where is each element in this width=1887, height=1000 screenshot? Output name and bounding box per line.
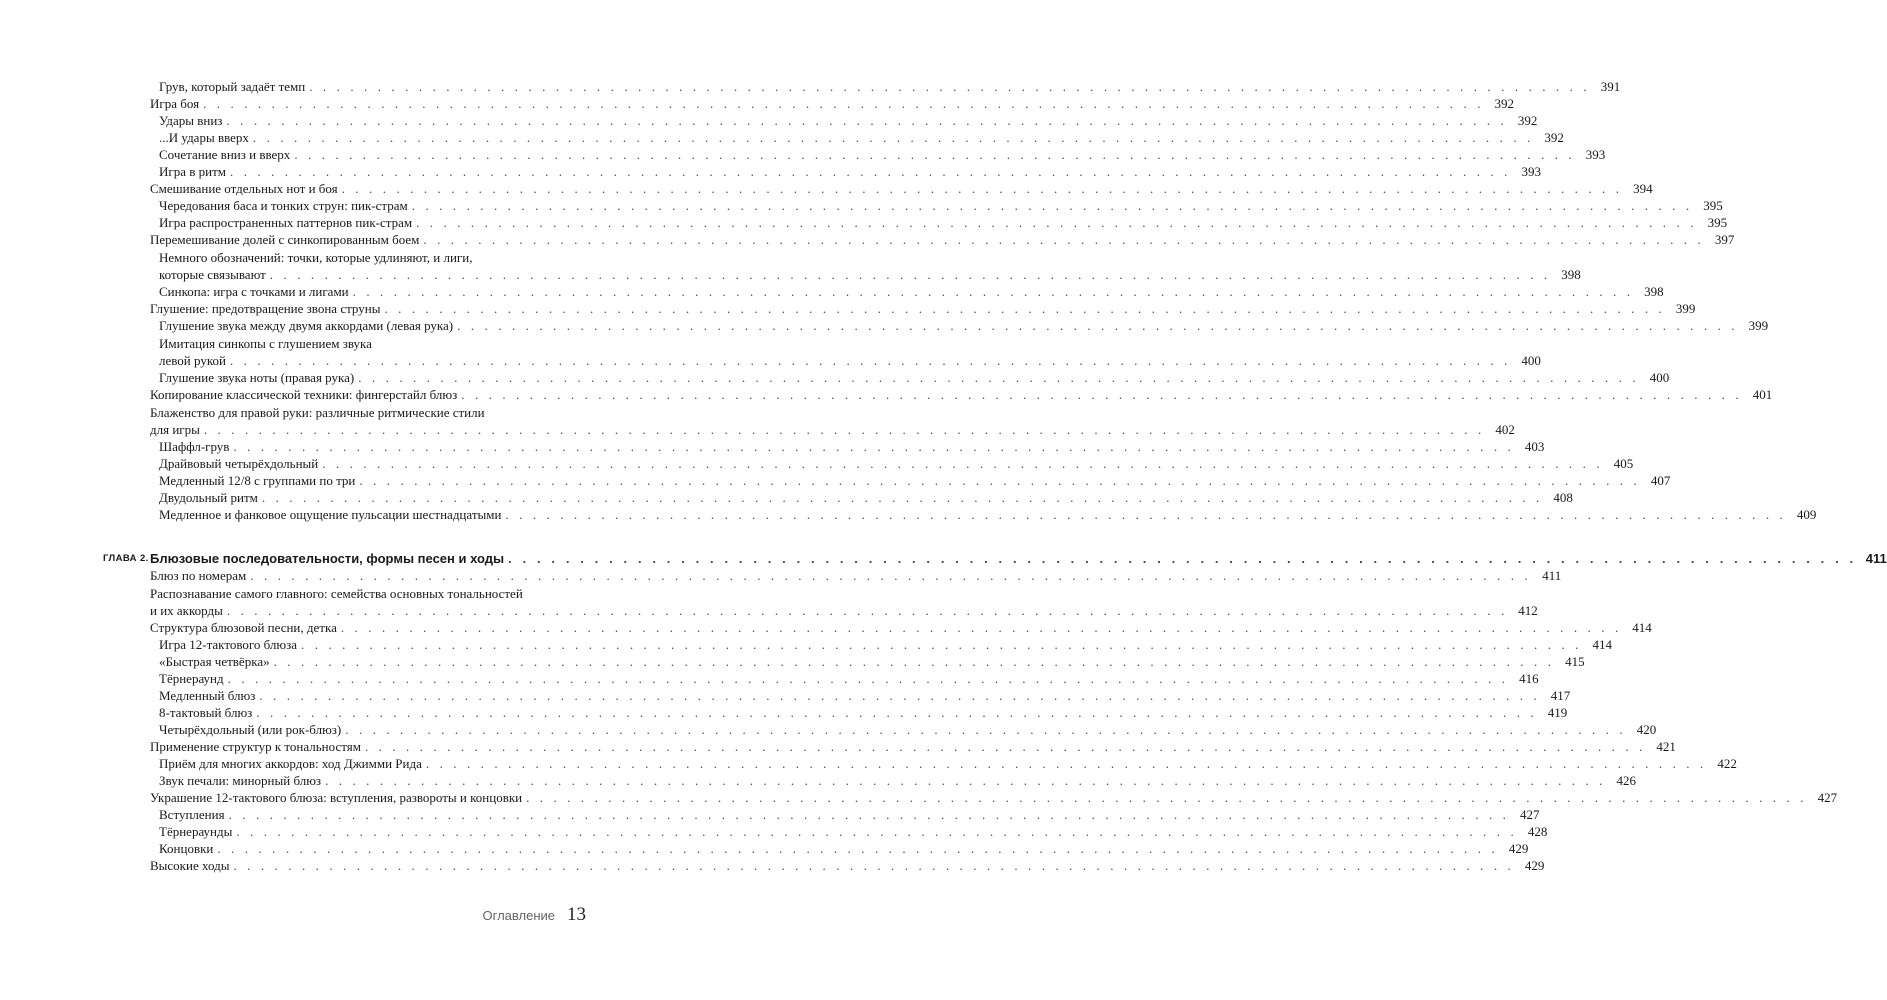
toc-entry-title: Звук печали: минорный блюз — [159, 773, 322, 788]
toc-subsection-entry — [159, 506, 1817, 523]
toc-page-number: 411 — [1865, 551, 1887, 566]
toc-page-number: 412 — [1518, 603, 1538, 618]
dot-leader: . . . . . . . . . . . . . . . . . . . . . . . . . . . . . . . . . . . . . . . . . . . . . . . . . . . . . . . . . . . . . . . . . . . . . . . . . . . . . . . . . . . . . . . . . . . . . . — [505, 507, 1787, 522]
toc-entry-title: Медленное и фанковое ощущение пульсации шестнадцатыми — [159, 507, 502, 522]
dot-leader: . . . . . . . . . . . . . . . . . . . . . . . . . . . . . . . . . . . . . . . . . . . . . . . . . . . . . . . . . . . . . . . . . . . . . . . . . . . . . . . . . . . . . . . . . . . . . . — [345, 722, 1627, 737]
toc-page-number: 394 — [1633, 181, 1653, 196]
toc-chapter-entry — [150, 550, 1887, 567]
toc-subsection-entry — [159, 317, 1769, 334]
toc-entry-line — [159, 823, 1548, 840]
dot-leader: . . . . . . . . . . . . . . . . . . . . . . . . . . . . . . . . . . . . . . . . . . . . . . . . . . . . . . . . . . . . . . . . . . . . . . . . . . . . . . . . . . . . . . . . . . . . . . — [269, 267, 1551, 282]
toc-page-number: 400 — [1649, 370, 1670, 385]
dot-leader: . . . . . . . . . . . . . . . . . . . . . . . . . . . . . . . . . . . . . . . . . . . . . . . . . . . . . . . . . . . . . . . . . . . . . . . . . . . . . . . . . . . . . . . . . . . . . . — [341, 181, 1623, 196]
toc-subsection-entry — [159, 129, 1564, 146]
toc-entry-title: Копирование классической техники: фингерстайл блюз — [150, 387, 458, 402]
toc-entry-line — [150, 585, 584, 602]
toc-page-number: 420 — [1636, 722, 1657, 737]
toc-entry-title: «Быстрая четвёрка» — [159, 654, 270, 669]
toc-page-number: 400 — [1521, 353, 1541, 368]
toc-subsection-entry — [159, 489, 1573, 506]
toc-page-number: 401 — [1752, 387, 1773, 402]
toc-entry-title: Высокие ходы — [150, 858, 230, 873]
dot-leader: . . . . . . . . . . . . . . . . . . . . . . . . . . . . . . . . . . . . . . . . . . . . . . . . . . . . . . . . . . . . . . . . . . . . . . . . . . . . . . . . . . . . . . . . . . . . . . — [384, 301, 1666, 316]
dot-leader: . . . . . . . . . . . . . . . . . . . . . . . . . . . . . . . . . . . . . . . . . . . . . . . . . . . . . . . . . . . . . . . . . . . . . . . . . . . . . . . . . . . . . . . . . . . . . . — [425, 756, 1707, 771]
toc-entry-line — [159, 704, 1568, 721]
toc-page-number: 411 — [1542, 568, 1562, 583]
toc-page-number: 399 — [1675, 301, 1696, 316]
toc-section-entry — [150, 95, 1515, 112]
dot-leader: . . . . . . . . . . . . . . . . . . . . . . . . . . . . . . . . . . . . . . . . . . . . . . . . . . . . . . . . . . . . . . . . . . . . . . . . . . . . . . . . . . . . . . . . . . . . . . — [301, 637, 1582, 652]
toc-section-entry — [150, 180, 1653, 197]
toc-page-number: 421 — [1656, 739, 1676, 754]
toc-page-number: 391 — [1600, 79, 1621, 94]
toc-page-number: 416 — [1519, 671, 1539, 686]
toc-entry-title: Распознавание самого главного: семейства основных тональностей — [150, 586, 523, 601]
toc-entry-line — [150, 180, 1653, 197]
dot-leader: . . . . . . . . . . . . . . . . . . . . . . . . . . . . . . . . . . . . . . . . . . . . . . . . . . . . . . . . . . . . . . . . . . . . . . . . . . . . . . . . . . . . . . . . . . . . . . — [261, 490, 1543, 505]
toc-subsection-entry — [159, 840, 1529, 857]
toc-entry-line — [159, 283, 1664, 300]
dot-leader: . . . . . . . . . . . . . . . . . . . . . . . . . . . . . . . . . . . . . . . . . . . . . . . . . . . . . . . . . . . . . . . . . . . . . . . . . . . . . . . . . . . . . . . . . . . . . . — [256, 705, 1538, 720]
toc-subsection-entry — [159, 670, 1539, 687]
toc-entry-title: Игра 12-тактового блюза — [159, 637, 298, 652]
toc-entry-title: и их аккорды — [150, 603, 223, 618]
toc-page-number: 426 — [1616, 773, 1637, 788]
toc-page-number: 395 — [1707, 215, 1728, 230]
dot-leader: . . . . . . . . . . . . . . . . . . . . . . . . . . . . . . . . . . . . . . . . . . . . . . . . . . . . . . . . . . . . . . . . . . . . . . . . . . . . . . . . . . . . . . . . . . . . . . — [259, 688, 1541, 703]
toc-page-number: 422 — [1717, 756, 1737, 771]
dot-leader: . . . . . . . . . . . . . . . . . . . . . . . . . . . . . . . . . . . . . . . . . . . . . . . . . . . . . . . . . . . . . . . . . . . . . . . . . . . . . . . . . . . . . . . . . . . . . . — [309, 79, 1591, 94]
toc-section-entry — [150, 404, 1515, 438]
dot-leader: . . . . . . . . . . . . . . . . . . . . . . . . . . . . . . . . . . . . . . . . . . . . . . . . . . . . . . . . . . . . . . . . . . . . . . . . . . . . . . . . . . . . . . . . . . . . . . — [457, 318, 1739, 333]
toc-page-number: 398 — [1561, 267, 1581, 282]
toc-subsection-entry — [159, 636, 1612, 653]
toc-subsection-entry — [159, 78, 1621, 95]
toc-section-entry — [150, 738, 1676, 755]
toc-page-number: 392 — [1517, 113, 1538, 128]
toc-entry-line — [159, 636, 1612, 653]
toc-entry-title: Шаффл-грув — [159, 439, 230, 454]
toc-entry-title: 8-тактовый блюз — [159, 705, 253, 720]
dot-leader: . . . . . . . . . . . . . . . . . . . . . . . . . . . . . . . . . . . . . . . . . . . . . . . . . . . . . . . . . . . . . . . . . . . . . . . . . . . . . . . . . . . . . . . . . . . . . . — [252, 130, 1534, 145]
toc-subsection-entry — [159, 653, 1585, 670]
toc-page-number: 427 — [1817, 790, 1838, 805]
toc-entry-title: Приём для многих аккордов: ход Джимми Рида — [159, 756, 422, 771]
toc-subsection-entry — [159, 704, 1568, 721]
toc-subsection-entry — [159, 249, 1581, 283]
toc-subsection-entry — [159, 806, 1540, 823]
toc-page-number: 409 — [1796, 507, 1817, 522]
toc-entry-title: Немного обозначений: точки, которые удлиняют, и лиги, — [159, 250, 473, 265]
toc-entry-line — [159, 163, 1541, 180]
toc-subsection-entry — [159, 283, 1664, 300]
toc-entry-line — [150, 738, 1676, 755]
toc-page-number: 393 — [1521, 164, 1541, 179]
dot-leader: . . . . . . . . . . . . . . . . . . . . . . . . . . . . . . . . . . . . . . . . . . . . . . . . . . . . . . . . . . . . . . . . . . . . . . . . . . . . . . . . . . . . . . . . . . . . . . — [217, 841, 1499, 856]
dot-leader: . . . . . . . . . . . . . . . . . . . . . . . . . . . . . . . . . . . . . . . . . . . . . . . . . . . . . . . . . . . . . . . . . . . . . . . . . . . . . . . . . . . . . . . . . . . . . . — [526, 790, 1808, 805]
toc-entry-line — [159, 489, 1573, 506]
toc-entry-line — [159, 840, 1529, 857]
toc-entry-title: Медленный 12/8 с группами по три — [159, 473, 356, 488]
toc-page-number: 429 — [1524, 858, 1545, 873]
toc-entry-line — [159, 214, 1728, 231]
dot-leader: . . . . . . . . . . . . . . . . . . . . . . . . . . . . . . . . . . . . . . . . . . . . . . . . . . . . . . . . . . . . . . . . . . . . . . . . . . . . . . . . . . . . . . . . . . . . . . — [340, 620, 1622, 635]
toc-entry-line — [150, 231, 1735, 248]
toc-entry-title: Игра распространенных паттернов пик-страм — [159, 215, 413, 230]
dot-leader: . . . . . . . . . . . . . . . . . . . . . . . . . . . . . . . . . . . . . . . . . . . . . . . . . . . . . . . . . . . . . . . . . . . . . . . . . . . . . . . . . . . . . . . . . . . . . . — [236, 824, 1518, 839]
toc-subsection-entry — [159, 214, 1728, 231]
toc-subsection-entry — [159, 438, 1545, 455]
toc-entry-title: Блюзовые последовательности, формы песен и ходы — [150, 551, 505, 566]
toc-entry-title: Игра в ритм — [159, 164, 226, 179]
toc-entry-title: Игра боя — [150, 96, 200, 111]
toc-entry-line — [159, 653, 1585, 670]
toc-subsection-entry — [159, 146, 1606, 163]
toc-entry-line — [159, 772, 1637, 789]
toc-entry-line — [150, 550, 1887, 567]
toc-entry-title: Перемешивание долей с синкопированным боем — [150, 232, 420, 247]
dot-leader: . . . . . . . . . . . . . . . . . . . . . . . . . . . . . . . . . . . . . . . . . . . . . . . . . . . . . . . . . . . . . . . . . . . . . . . . . . . . . . . . . . . . . . . . . . . . . . — [229, 353, 1511, 368]
toc-entry-title: Структура блюзовой песни, детка — [150, 620, 337, 635]
toc-subsection-entry — [159, 772, 1637, 789]
toc-entry-line — [159, 472, 1671, 489]
toc-entry-title: ...И удары вверх — [159, 130, 249, 145]
toc-entry-title: Медленный блюз — [159, 688, 256, 703]
dot-leader: . . . . . . . . . . . . . . . . . . . . . . . . . . . . . . . . . . . . . . . . . . . . . . . . . . . . . . . . . . . . . . . . . . . . . . . . . . . . . . . . . . . . . . . . . . . . . . — [423, 232, 1705, 247]
toc-subsection-entry — [159, 687, 1571, 704]
toc-page-number: 414 — [1592, 637, 1612, 652]
toc-section-entry — [150, 789, 1838, 806]
dot-leader: . . . . . . . . . . . . . . . . . . . . . . . . . . . . . . . . . . . . . . . . . . . . . . . . . . . . . . . . . . . . . . . . . . . . . . . . . . . . . . . . . . . . . . . . . . . . . . — [250, 568, 1532, 583]
toc-page-number: 393 — [1585, 147, 1606, 162]
toc-page-number: 399 — [1748, 318, 1769, 333]
toc-section-entry — [150, 585, 1538, 619]
dot-leader: . . . . . . . . . . . . . . . . . . . . . . . . . . . . . . . . . . . . . . . . . . . . . . . . . . . . . . . . . . . . . . . . . . . . . . . . . . . . . . . . . . . . . . . . . . . . . . — [322, 456, 1604, 471]
dot-leader: . . . . . . . . . . . . . . . . . . . . . . . . . . . . . . . . . . . . . . . . . . . . . . . . . . . . . . . . . . . . . . . . . . . . . . . . . . . . . . . . . . . . . . . . . . . . . . — [508, 551, 1857, 566]
dot-leader: . . . . . . . . . . . . . . . . . . . . . . . . . . . . . . . . . . . . . . . . . . . . . . . . . . . . . . . . . . . . . . . . . . . . . . . . . . . . . . . . . . . . . . . . . . . . . . — [233, 439, 1515, 454]
toc-entry-title: Тёрнераунды — [159, 824, 233, 839]
toc-entry-line — [159, 266, 1581, 283]
toc-subsection-entry — [159, 197, 1723, 214]
toc-page-number: 415 — [1565, 654, 1585, 669]
toc-page-number: 407 — [1650, 473, 1671, 488]
toc-entry-title: Глушение: предотвращение звона струны — [150, 301, 381, 316]
toc-entry-title: Сочетание вниз и вверх — [159, 147, 291, 162]
toc-page-number: 402 — [1495, 422, 1515, 437]
toc-entry-line — [159, 369, 1670, 386]
dot-leader: . . . . . . . . . . . . . . . . . . . . . . . . . . . . . . . . . . . . . . . . . . . . . . . . . . . . . . . . . . . . . . . . . . . . . . . . . . . . . . . . . . . . . . . . . . . . . . — [226, 603, 1508, 618]
toc-entry-line — [159, 335, 584, 352]
toc-entry-line — [150, 857, 1545, 874]
dot-leader: . . . . . . . . . . . . . . . . . . . . . . . . . . . . . . . . . . . . . . . . . . . . . . . . . . . . . . . . . . . . . . . . . . . . . . . . . . . . . . . . . . . . . . . . . . . . . . — [294, 147, 1576, 162]
toc-page-number: 405 — [1613, 456, 1634, 471]
dot-leader: . . . . . . . . . . . . . . . . . . . . . . . . . . . . . . . . . . . . . . . . . . . . . . . . . . . . . . . . . . . . . . . . . . . . . . . . . . . . . . . . . . . . . . . . . . . . . . — [228, 807, 1510, 822]
toc-entry-line — [159, 112, 1538, 129]
dot-leader: . . . . . . . . . . . . . . . . . . . . . . . . . . . . . . . . . . . . . . . . . . . . . . . . . . . . . . . . . . . . . . . . . . . . . . . . . . . . . . . . . . . . . . . . . . . . . . — [416, 215, 1698, 230]
toc-entry-title: которые связывают — [159, 267, 266, 282]
toc-section-entry — [150, 231, 1735, 248]
dot-leader: . . . . . . . . . . . . . . . . . . . . . . . . . . . . . . . . . . . . . . . . . . . . . . . . . . . . . . . . . . . . . . . . . . . . . . . . . . . . . . . . . . . . . . . . . . . . . . — [203, 96, 1485, 111]
dot-leader: . . . . . . . . . . . . . . . . . . . . . . . . . . . . . . . . . . . . . . . . . . . . . . . . . . . . . . . . . . . . . . . . . . . . . . . . . . . . . . . . . . . . . . . . . . . . . . — [230, 164, 1511, 179]
toc-section-entry — [150, 857, 1545, 874]
toc-subsection-entry — [159, 721, 1657, 738]
toc-section-entry — [150, 619, 1652, 636]
toc-page-number: 397 — [1714, 232, 1735, 247]
toc-entry-title: Применение структур к тональностям — [150, 739, 361, 754]
toc-page-number: 392 — [1544, 130, 1564, 145]
toc-page-number: 414 — [1632, 620, 1652, 635]
toc-section-entry — [150, 300, 1696, 317]
toc-page-number: 427 — [1520, 807, 1540, 822]
toc-page-number: 398 — [1644, 284, 1664, 299]
toc-entry-title: левой рукой — [159, 353, 226, 368]
toc-entry-line — [150, 95, 1515, 112]
dot-leader: . . . . . . . . . . . . . . . . . . . . . . . . . . . . . . . . . . . . . . . . . . . . . . . . . . . . . . . . . . . . . . . . . . . . . . . . . . . . . . . . . . . . . . . . . . . . . . — [226, 113, 1508, 128]
toc-entry-title: Чередования баса и тонких струн: пик-страм — [159, 198, 408, 213]
toc-entry-line — [150, 789, 1838, 806]
toc-entry-title: Глушение звука между двумя аккордами (левая рука) — [159, 318, 454, 333]
toc-entry-line — [159, 249, 584, 266]
folio-page-number: 13 — [567, 904, 586, 925]
toc-entry-title: Грув, который задаёт темп — [159, 79, 306, 94]
toc-entry-title: Блаженство для правой руки: различные ритмические стили — [150, 405, 485, 420]
toc-subsection-entry — [159, 455, 1634, 472]
toc-entry-title: Смешивание отдельных нот и боя — [150, 181, 338, 196]
toc-entry-line — [159, 352, 1541, 369]
toc-entry-line — [159, 455, 1634, 472]
toc-page-number: 417 — [1550, 688, 1571, 703]
toc-entry-title: Блюз по номерам — [150, 568, 247, 583]
dot-leader: . . . . . . . . . . . . . . . . . . . . . . . . . . . . . . . . . . . . . . . . . . . . . . . . . . . . . . . . . . . . . . . . . . . . . . . . . . . . . . . . . . . . . . . . . . . . . . — [364, 739, 1646, 754]
dot-leader: . . . . . . . . . . . . . . . . . . . . . . . . . . . . . . . . . . . . . . . . . . . . . . . . . . . . . . . . . . . . . . . . . . . . . . . . . . . . . . . . . . . . . . . . . . . . . . — [352, 284, 1634, 299]
toc-entry-title: Удары вниз — [159, 113, 223, 128]
dot-leader: . . . . . . . . . . . . . . . . . . . . . . . . . . . . . . . . . . . . . . . . . . . . . . . . . . . . . . . . . . . . . . . . . . . . . . . . . . . . . . . . . . . . . . . . . . . . . . — [233, 858, 1515, 873]
toc-entry-title: Концовки — [159, 841, 214, 856]
dot-leader: . . . . . . . . . . . . . . . . . . . . . . . . . . . . . . . . . . . . . . . . . . . . . . . . . . . . . . . . . . . . . . . . . . . . . . . . . . . . . . . . . . . . . . . . . . . . . . — [411, 198, 1693, 213]
toc-entry-title: Глушение звука ноты (правая рука) — [159, 370, 355, 385]
toc-entry-line — [159, 721, 1657, 738]
toc-entry-line — [150, 619, 1652, 636]
dot-leader: . . . . . . . . . . . . . . . . . . . . . . . . . . . . . . . . . . . . . . . . . . . . . . . . . . . . . . . . . . . . . . . . . . . . . . . . . . . . . . . . . . . . . . . . . . . . . . — [358, 370, 1640, 385]
toc-entry-line — [150, 386, 1773, 403]
toc-page-number: 403 — [1524, 439, 1545, 454]
toc-entry-title: Украшение 12-тактового блюза: вступления, развороты и концовки — [150, 790, 523, 805]
toc-entry-title: Имитация синкопы с глушением звука — [159, 336, 372, 351]
toc-page-number: 392 — [1494, 96, 1515, 111]
dot-leader: . . . . . . . . . . . . . . . . . . . . . . . . . . . . . . . . . . . . . . . . . . . . . . . . . . . . . . . . . . . . . . . . . . . . . . . . . . . . . . . . . . . . . . . . . . . . . . — [227, 671, 1509, 686]
toc-entry-title: Четырёхдольный (или рок-блюз) — [159, 722, 342, 737]
toc-page-number: 419 — [1547, 705, 1568, 720]
running-footer-title: Оглавление — [482, 908, 555, 923]
toc-entry-line — [150, 567, 1562, 584]
toc-section-entry — [150, 567, 1562, 584]
toc-entry-line — [159, 197, 1723, 214]
toc-page-number: 428 — [1527, 824, 1548, 839]
toc-page-number: 408 — [1553, 490, 1573, 505]
toc-entry-title: Синкопа: игра с точками и лигами — [159, 284, 349, 299]
toc-entry-line — [159, 78, 1621, 95]
toc-entry-line — [150, 421, 1515, 438]
toc-entry-title: Тёрнераунд — [159, 671, 224, 686]
toc-subsection-entry — [159, 335, 1541, 369]
toc-entry-line — [159, 687, 1571, 704]
toc-entry-line — [159, 146, 1606, 163]
dot-leader: . . . . . . . . . . . . . . . . . . . . . . . . . . . . . . . . . . . . . . . . . . . . . . . . . . . . . . . . . . . . . . . . . . . . . . . . . . . . . . . . . . . . . . . . . . . . . . — [359, 473, 1641, 488]
toc-subsection-entry — [159, 755, 1737, 772]
dot-leader: . . . . . . . . . . . . . . . . . . . . . . . . . . . . . . . . . . . . . . . . . . . . . . . . . . . . . . . . . . . . . . . . . . . . . . . . . . . . . . . . . . . . . . . . . . . . . . — [461, 387, 1743, 402]
toc-subsection-entry — [159, 823, 1548, 840]
toc-page-number: 395 — [1703, 198, 1723, 213]
toc-entry-line — [150, 300, 1696, 317]
toc-entry-line — [159, 317, 1769, 334]
toc-entry-line — [159, 129, 1564, 146]
toc-entry-line — [159, 506, 1817, 523]
dot-leader: . . . . . . . . . . . . . . . . . . . . . . . . . . . . . . . . . . . . . . . . . . . . . . . . . . . . . . . . . . . . . . . . . . . . . . . . . . . . . . . . . . . . . . . . . . . . . . — [325, 773, 1607, 788]
toc-page-number: 429 — [1508, 841, 1529, 856]
toc-entry-line — [159, 806, 1540, 823]
toc-entry-title: Драйвовый четырёхдольный — [159, 456, 319, 471]
toc-entry-line — [150, 602, 1538, 619]
toc-section-entry — [150, 386, 1773, 403]
toc-entry-line — [159, 670, 1539, 687]
toc-entry-title: Вступления — [159, 807, 225, 822]
dot-leader: . . . . . . . . . . . . . . . . . . . . . . . . . . . . . . . . . . . . . . . . . . . . . . . . . . . . . . . . . . . . . . . . . . . . . . . . . . . . . . . . . . . . . . . . . . . . . . — [203, 422, 1485, 437]
toc-subsection-entry — [159, 369, 1670, 386]
dot-leader: . . . . . . . . . . . . . . . . . . . . . . . . . . . . . . . . . . . . . . . . . . . . . . . . . . . . . . . . . . . . . . . . . . . . . . . . . . . . . . . . . . . . . . . . . . . . . . — [273, 654, 1555, 669]
toc-entry-line — [150, 404, 584, 421]
toc-subsection-entry — [159, 163, 1541, 180]
toc-entry-line — [159, 755, 1737, 772]
chapter-label: ГЛАВА 2. — [103, 553, 149, 564]
toc-entry-title: Двудольный ритм — [159, 490, 258, 505]
toc-subsection-entry — [159, 112, 1538, 129]
toc-entry-title: для игры — [150, 422, 200, 437]
toc-subsection-entry — [159, 472, 1671, 489]
toc-entry-line — [159, 438, 1545, 455]
